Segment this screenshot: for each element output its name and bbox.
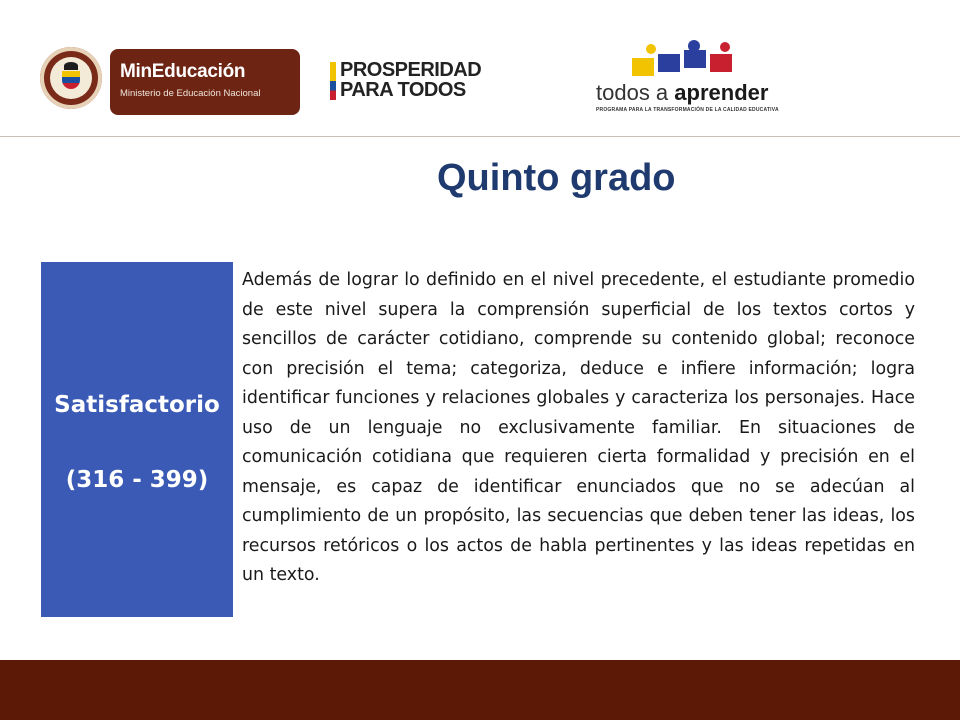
colombia-seal-logo — [40, 47, 102, 109]
coat-of-arms-icon — [50, 57, 92, 99]
level-score-range: (316 - 399) — [65, 467, 209, 493]
performance-level-box — [41, 262, 233, 617]
min-educacion-title: MinEducación — [120, 61, 246, 82]
aprender-word: aprender — [674, 80, 769, 105]
header-logos — [0, 0, 960, 137]
min-educacion-subtitle: Ministerio de Educación Nacional — [120, 88, 261, 99]
prosperidad-logo — [330, 60, 500, 102]
level-description: Además de lograr lo definido en el nivel precedente, el estudiante promedio de este nivel supera la comprensión superficial de los textos cortos y sencillos de carácter cotidiano, comprende su contenido global; reconoce con precisión el tema; categoriza, deduce e infiere información; logra identificar funciones y relaciones globales y caracteriza los personajes. Hace uso de un lenguaje no exclusivamente familiar. En situaciones de comunicación cotidiana que requieren cierta formalidad y precisión en el mensaje, es capaz de identificar enunciados que no se adecúan al cumplimiento de un propósito, las secuencias que deben tener las ideas, los recursos retóricos o los actos de habla pertinentes y las ideas repetidas en un texto. — [242, 270, 915, 585]
level-name: Satisfactorio — [54, 392, 220, 418]
footer-bar — [0, 660, 960, 720]
colombia-flag-icon — [330, 62, 336, 100]
prosperidad-line1: PROSPERIDAD — [340, 59, 482, 81]
page-title: Quinto grado — [437, 157, 676, 199]
prosperidad-line2: PARA TODOS — [340, 79, 466, 101]
building-blocks-icon — [632, 40, 752, 80]
todos-a-aprender-logo — [596, 40, 796, 114]
todos-a-aprender-tagline: PROGRAMA PARA LA TRANSFORMACIÓN DE LA CALIDAD EDUCATIVA — [596, 107, 779, 113]
todos-a-word: todos a — [596, 80, 675, 105]
min-educacion-logo — [110, 49, 300, 115]
